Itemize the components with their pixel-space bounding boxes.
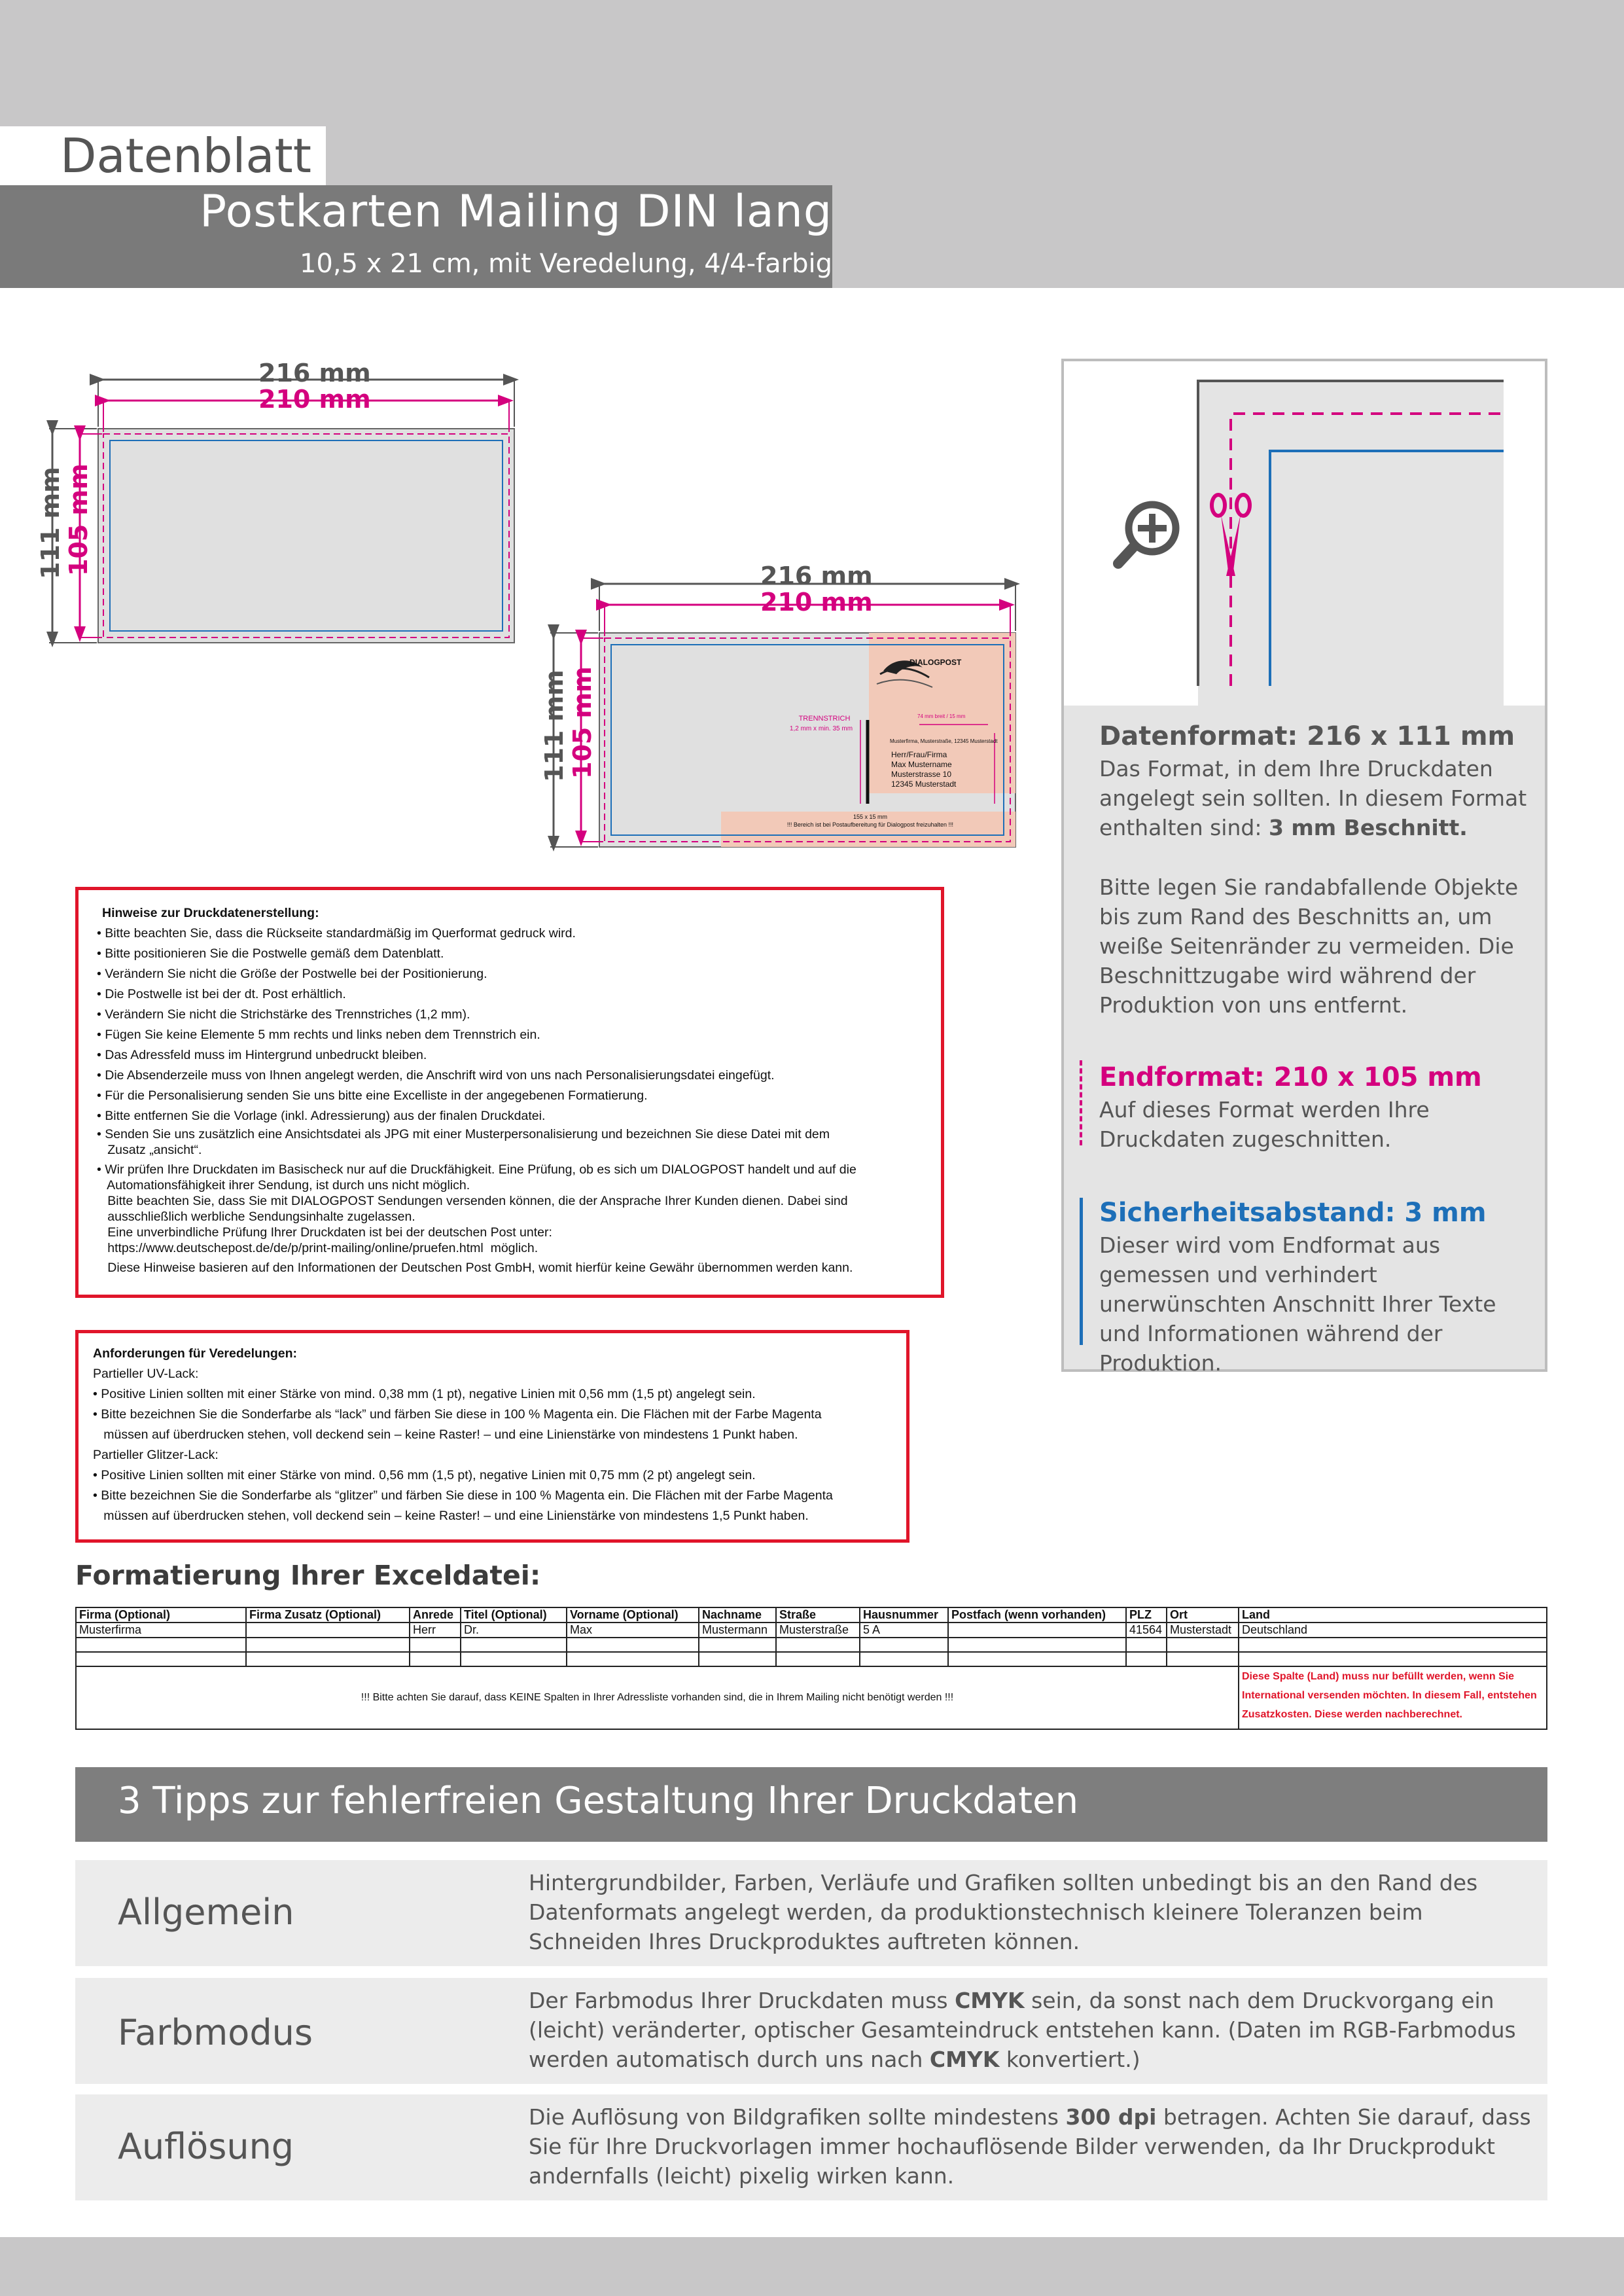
back-height-total: 111 mm	[540, 670, 569, 782]
sicherheit-title: Sicherheitsabstand: 3 mm	[1099, 1198, 1487, 1228]
back-width-final: 210 mm	[760, 588, 873, 617]
table-header: Firma (Optional)	[76, 1607, 246, 1623]
tip-label: Allgemein	[118, 1892, 294, 1933]
hinweise-item: • Die Absenderzeile muss von Ihnen angelegt werden, die Anschrift wird von uns nach Personalisierungsdatei eingefügt.	[97, 1068, 775, 1083]
table-cell: Max	[567, 1623, 699, 1638]
table-header: PLZ	[1126, 1607, 1167, 1623]
hinweise-item: Eine unverbindliche Prüfung Ihrer Druckdaten ist bei der deutschen Post unter:	[97, 1225, 552, 1240]
table-cell: Musterstadt	[1167, 1623, 1239, 1638]
bottom-zone-note: !!! Bereich ist bei Postaufbereitung für Dialogpost freizuhalten !!!	[786, 821, 954, 828]
trennstrich-dim: 1,2 mm x min. 35 mm	[789, 725, 853, 732]
bottom-zone-dim: 155 x 15 mm	[853, 814, 888, 820]
table-header: Anrede	[410, 1607, 461, 1623]
tip-text-part: sein, da sonst nach dem Druckvorgang ein (leicht) veränderter, optischer Gesamteindruck entstehen kann. (Daten im RGB-Farbmodus werden automatisch durch uns nach	[529, 1988, 1516, 2072]
table-cell	[246, 1623, 410, 1638]
table-cell: Mustermann	[699, 1623, 776, 1638]
endformat-marker	[1080, 1060, 1082, 1145]
datenformat-text-2: Bitte legen Sie randabfallende Objekte bis zum Rand des Beschnitts an, um weiße Seitenränder zu vermeiden. Die Beschnittzugabe wird während der Produktion von uns entfernt.	[1099, 874, 1519, 1018]
datenformat-text-bold: 3 mm Beschnitt.	[1268, 815, 1468, 840]
postwelle-title: DIALOGPOST	[909, 658, 962, 667]
hinweise-item: Diese Hinweise basieren auf den Informationen der Deutschen Post GmbH, womit hierfür keine Gewähr übernommen werden kann.	[97, 1261, 853, 1275]
hinweise-item: Zusatz „ansicht“.	[97, 1143, 202, 1157]
table-cell: Dr.	[461, 1623, 567, 1638]
endformat-text: Auf dieses Format werden Ihre Druckdaten zugeschnitten.	[1099, 1097, 1430, 1152]
table-header-row	[76, 1607, 1547, 1623]
address-line: Herr/Frau/Firma	[891, 750, 947, 759]
zoom-in-icon	[1118, 505, 1176, 564]
hinweise-item: • Fügen Sie keine Elemente 5 mm rechts und links neben dem Trennstrich ein.	[97, 1028, 540, 1042]
veredelung-item: • Positive Linien sollten mit einer Stärke von mind. 0,56 mm (1,5 pt), negative Linien mit 0,75 mm (2 pt) angelegt sein.	[93, 1468, 756, 1482]
sicherheit-marker	[1080, 1198, 1083, 1345]
datenformat-text	[1099, 754, 1538, 842]
zoom-illustration	[1064, 361, 1545, 706]
sender-line: Musterfirma, Musterstraße, 12345 Musterstadt	[890, 738, 998, 744]
veredelung-title: Anforderungen für Veredelungen:	[93, 1346, 298, 1361]
back-height-final: 105 mm	[568, 666, 597, 779]
table-cell: 5 A	[860, 1623, 948, 1638]
hinweise-item: • Die Postwelle ist bei der dt. Post erhältlich.	[97, 987, 346, 1001]
hinweise-item: • Für die Personalisierung senden Sie uns bitte eine Excelliste in der angegebenen Formatierung.	[97, 1088, 648, 1103]
front-height-final: 105 mm	[64, 463, 93, 576]
table-row	[76, 1623, 1547, 1638]
veredelung-box	[75, 1330, 909, 1543]
table-header: Straße	[776, 1607, 860, 1623]
table-header: Nachname	[699, 1607, 776, 1623]
hinweise-item: ausschließlich werbliche Sendungsinhalte zugelassen.	[97, 1210, 415, 1224]
front-width-final: 210 mm	[258, 385, 371, 414]
tip-text-bold: CMYK	[929, 2047, 1000, 2072]
table-note: !!! Bitte achten Sie darauf, dass KEINE Spalten in Ihrer Adressliste vorhanden sind, die in Ihrem Mailing nicht benötigt werden !!!	[76, 1666, 1239, 1729]
table-cell: 41564	[1126, 1623, 1167, 1638]
front-height-total: 111 mm	[36, 467, 65, 579]
tip-text	[529, 1986, 1536, 2074]
table-header: Postfach (wenn vorhanden)	[948, 1607, 1126, 1623]
endformat-title: Endformat: 210 x 105 mm	[1099, 1062, 1482, 1092]
tip-text-bold: 300 dpi	[1065, 2104, 1157, 2130]
table-header: Ort	[1167, 1607, 1239, 1623]
hinweise-link[interactable]: https://www.deutschepost.de/de/p/print-mailing/online/pruefen.html möglich.	[97, 1241, 538, 1255]
veredelung-item: • Bitte bezeichnen Sie die Sonderfarbe als “glitzer” und färben Sie diese in 100 % Magenta ein. Die Flächen mit der Farbe Magenta	[93, 1488, 833, 1503]
hinweise-item: • Bitte entfernen Sie die Vorlage (inkl. Adressierung) aus der finalen Druckdatei.	[97, 1109, 546, 1123]
hinweise-item: • Senden Sie uns zusätzlich eine Ansichtsdatei als JPG mit einer Musterpersonalisierung und bezeichnen Sie diese Datei mit dem	[97, 1127, 830, 1141]
table-cell: Musterstraße	[776, 1623, 860, 1638]
address-line: Max Mustername	[891, 760, 952, 769]
table-header: Hausnummer	[860, 1607, 948, 1623]
front-width-total: 216 mm	[258, 359, 371, 387]
tip-label: Auflösung	[118, 2126, 294, 2167]
datenformat-title: Datenformat: 216 x 111 mm	[1099, 721, 1515, 751]
veredelung-item: • Positive Linien sollten mit einer Stärke von mind. 0,38 mm (1 pt), negative Linien mit 0,56 mm (1,5 pt) angelegt sein.	[93, 1387, 756, 1401]
sicherheit-text: Dieser wird vom Endformat aus gemessen und verhindert unerwünschten Anschnitt Ihrer Texte und Informationen während der Produktion.	[1099, 1232, 1496, 1376]
datenformat-text-1: Das Format, in dem Ihre Druckdaten angelegt sein sollten. In diesem Format enthalten sind:	[1099, 756, 1527, 840]
hinweise-item: Automationsfähigkeit ihrer Sendung, ist durch uns nicht möglich.	[97, 1178, 470, 1193]
table-cell: Musterfirma	[76, 1623, 246, 1638]
tip-text-part: Der Farbmodus Ihrer Druckdaten muss	[529, 1988, 955, 2013]
postwelle-dim: 74 mm breit / 15 mm	[917, 713, 966, 719]
tip-text-part: konvertiert.)	[999, 2047, 1140, 2072]
hinweise-item: Bitte beachten Sie, dass Sie mit DIALOGPOST Sendungen versenden können, die der Ansprache Ihrer Kunden dienen. Dabei sind	[97, 1194, 848, 1208]
veredelung-item: müssen auf überdrucken stehen, voll deckend sein – keine Raster! – und eine Linienstärke von mindestens 1 Punkt haben.	[93, 1427, 798, 1442]
tips-title: 3 Tipps zur fehlerfreien Gestaltung Ihrer Druckdaten	[118, 1780, 1079, 1822]
datenblatt-label: Datenblatt	[60, 128, 312, 183]
veredelung-item: Partieller Glitzer-Lack:	[93, 1448, 219, 1462]
table-note-row	[76, 1666, 1547, 1729]
excel-title: Formatierung Ihrer Exceldatei:	[75, 1560, 541, 1591]
table-row	[76, 1652, 1547, 1666]
table-row	[76, 1638, 1547, 1652]
tip-text	[529, 2102, 1536, 2191]
tip-text-bold: CMYK	[955, 1988, 1025, 2013]
back-width-total: 216 mm	[760, 562, 873, 590]
hinweise-item: • Bitte positionieren Sie die Postwelle gemäß dem Datenblatt.	[97, 946, 444, 961]
tip-label: Farbmodus	[118, 2012, 313, 2053]
page-title: Postkarten Mailing DIN lang	[200, 186, 832, 238]
page-subtitle: 10,5 x 21 cm, mit Veredelung, 4/4-farbig	[299, 249, 832, 279]
table-header: Vorname (Optional)	[567, 1607, 699, 1623]
table-header: Titel (Optional)	[461, 1607, 567, 1623]
hinweise-title: Hinweise zur Druckdatenerstellung:	[102, 906, 319, 920]
front-bleed-area	[98, 429, 514, 643]
excel-table	[75, 1607, 1547, 1730]
hinweise-item: • Das Adressfeld muss im Hintergrund unbedruckt bleiben.	[97, 1048, 427, 1062]
table-cell: Herr	[410, 1623, 461, 1638]
hinweise-item: • Verändern Sie nicht die Strichstärke des Trennstriches (1,2 mm).	[97, 1007, 470, 1022]
veredelung-item: müssen auf überdrucken stehen, voll deckend sein – keine Raster! – und eine Linienstärke von mindestens 1,5 Punkt haben.	[93, 1509, 809, 1523]
veredelung-item: Partieller UV-Lack:	[93, 1367, 199, 1381]
hinweise-item: • Bitte beachten Sie, dass die Rückseite standardmäßig im Querformat gedruck wird.	[97, 926, 576, 941]
footer-band	[0, 2237, 1624, 2296]
hinweise-item: • Verändern Sie nicht die Größe der Postwelle bei der Positionierung.	[97, 967, 487, 981]
hinweise-item: • Wir prüfen Ihre Druckdaten im Basischeck nur auf die Druckfähigkeit. Eine Prüfung, ob es sich um DIALOGPOST handelt und auf die	[97, 1162, 856, 1177]
address-line: 12345 Musterstadt	[891, 780, 957, 789]
tip-text-part: betragen. Achten Sie darauf, dass Sie für Ihre Druckvorlagen immer hochauflösende Bilder verwenden, da Ihr Druckprodukt andernfalls (leicht) pixelig wirken kann.	[529, 2104, 1531, 2189]
table-header: Land	[1239, 1607, 1547, 1623]
address-line: Musterstrasse 10	[891, 770, 952, 779]
table-cell	[948, 1623, 1126, 1638]
veredelung-item: • Bitte bezeichnen Sie die Sonderfarbe als “lack” und färben Sie diese in 100 % Magenta ein. Die Flächen mit der Farbe Magenta	[93, 1407, 822, 1422]
land-note: Diese Spalte (Land) muss nur befüllt werden, wenn Sie International versenden möchten. In diesem Fall, entstehen Zusatzkosten. Diese werden nachberechnet.	[1239, 1666, 1547, 1729]
tip-text-part: Die Auflösung von Bildgrafiken sollte mindestens	[529, 2104, 1066, 2130]
hinweise-box	[75, 887, 944, 1298]
table-cell: Deutschland	[1239, 1623, 1547, 1638]
trennstrich-label: TRENNSTRICH	[798, 715, 851, 723]
table-header: Firma Zusatz (Optional)	[246, 1607, 410, 1623]
address-block	[891, 750, 956, 789]
tip-text: Hintergrundbilder, Farben, Verläufe und Grafiken sollten unbedingt bis an den Rand des Datenformats angelegt werden, da produktionstechnisch kleinere Toleranzen beim Schneiden Ihres Druckproduktes auftreten können.	[529, 1870, 1478, 1954]
